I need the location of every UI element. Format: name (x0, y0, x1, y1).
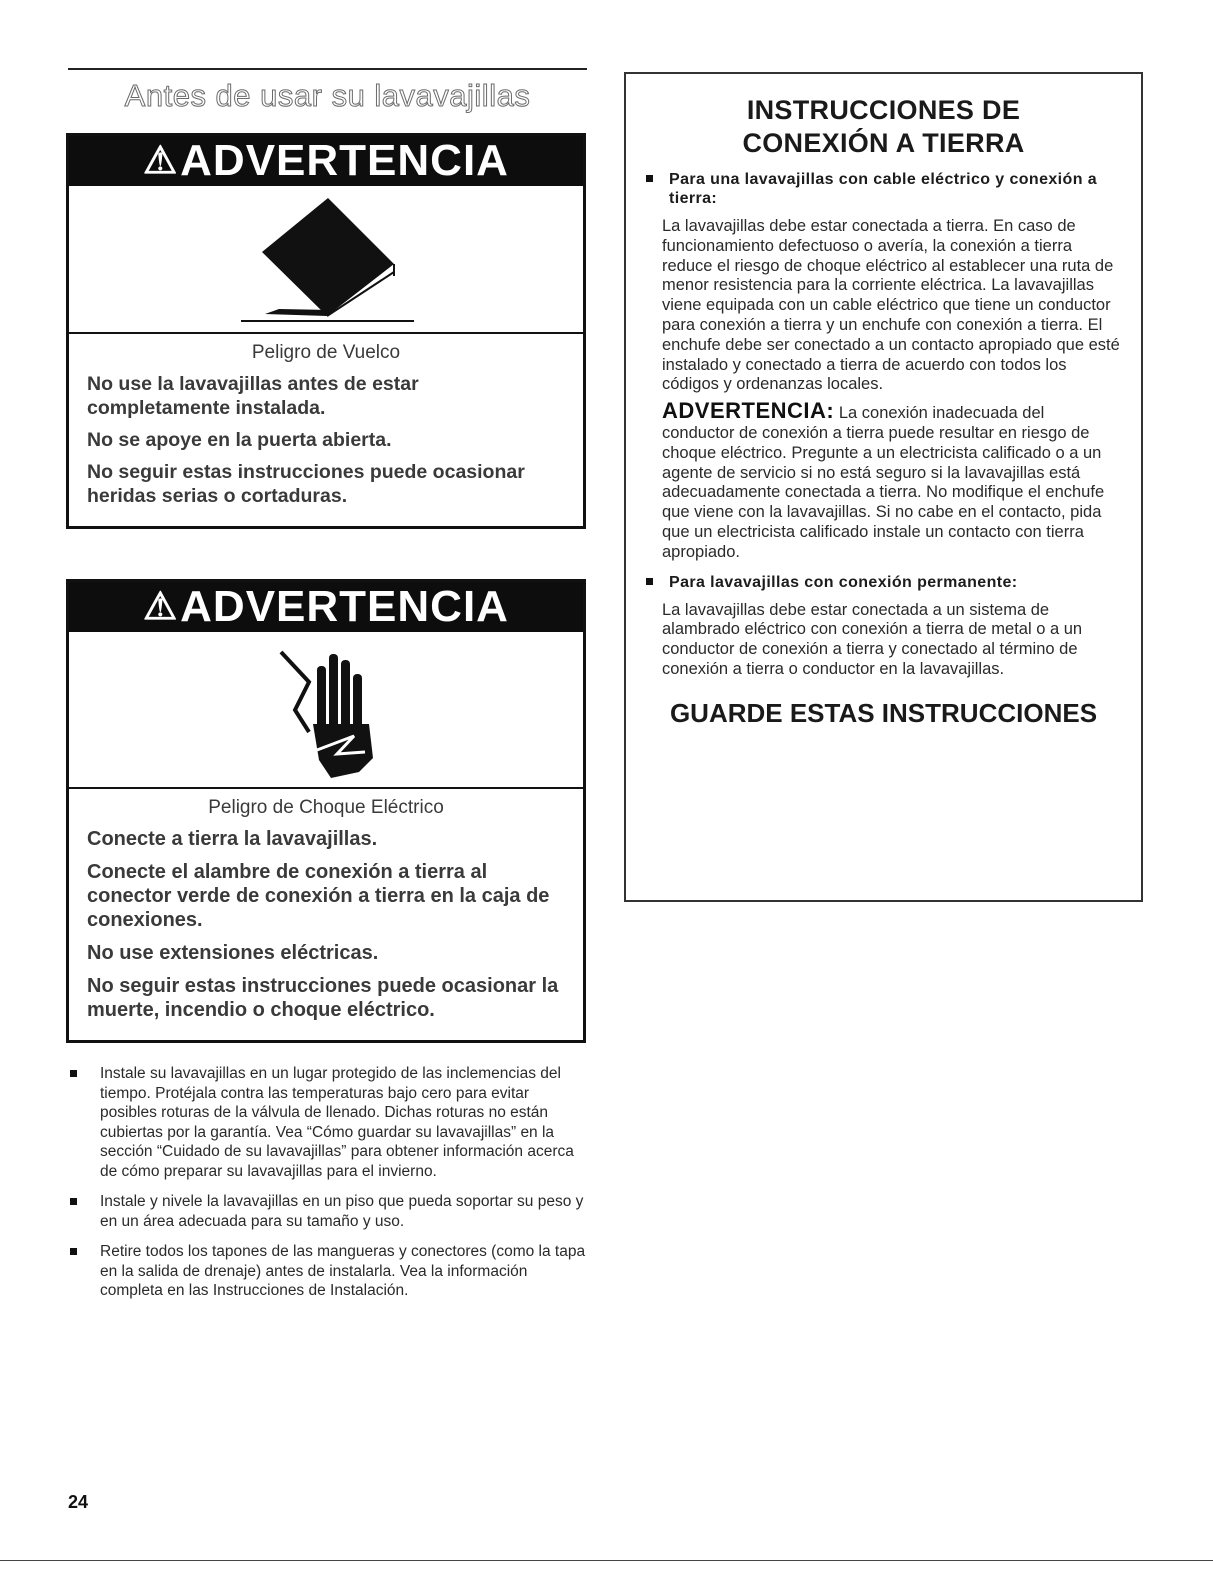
top-rule (68, 68, 587, 70)
permanent-connection-text: La lavavajillas debe estar conectada a un sistema de alambrado eléctrico con conexión a tierra de metal o a un conductor de conexión a tierra y conectado al término de conexión a tierra o conductor en la lavavajillas. (662, 600, 1083, 678)
bullet-square-icon (70, 1070, 77, 1077)
grounding-warning (662, 398, 1121, 562)
list-item (68, 1192, 588, 1231)
warning-triangle-icon: ⚠ (143, 140, 179, 182)
electric-shock-warning-box (66, 579, 586, 1043)
hazard-line: Conecte a tierra la lavavajillas. (87, 828, 378, 850)
grounding-instructions-box (624, 72, 1143, 902)
hazard-line: No se apoye en la puerta abierta. (87, 429, 392, 451)
warning-header-label: ADVERTENCIA (180, 582, 509, 631)
permanent-connection-heading-text: Para lavavajillas con conexión permanente: (669, 573, 1018, 591)
hazard-line: No seguir estas instrucciones puede ocasionar heridas serias o cortaduras. (87, 461, 525, 507)
permanent-connection-heading (638, 573, 1127, 592)
warning-header-label: ADVERTENCIA (180, 136, 509, 185)
list-item (68, 1242, 588, 1301)
cord-connected-heading-text: Para una lavavajillas con cable eléctrico y conexión a tierra: (669, 171, 1098, 207)
warning-triangle-icon: ⚠ (143, 586, 179, 628)
electric-shock-pictogram-area (69, 632, 583, 789)
bullet-square-icon (70, 1198, 77, 1205)
hazard-title: Peligro de Choque Eléctrico (208, 797, 444, 818)
cord-connected-heading (638, 170, 1127, 208)
electric-shock-hazard-icon (69, 632, 583, 787)
list-item (68, 1064, 588, 1181)
section-title: Antes de usar su lavavajillas (124, 78, 531, 113)
tip-over-hazard-icon (69, 186, 583, 332)
list-item-text: Retire todos los tapones de las mangueras y conectores (como la tapa en la salida de drenaje) antes de instalarla. Vea la información completa en las Instrucciones de Instalación. (100, 1243, 586, 1299)
save-instructions-heading: GUARDE ESTAS INSTRUCCIONES (669, 697, 1098, 728)
list-item-text: Instale su lavavajillas en un lugar protegido de las inclemencias del tiempo. Protéjala contra las temperaturas bajo cero para evitar posibles roturas de la válvula de llenado. Dichas roturas no están cubiertas por la garantía. Vea “Cómo guardar su lavavajillas” en la sección “Cuidado de su lavavajillas” para obtener información acerca de cómo preparar su lavavajillas para el invierno. (100, 1065, 574, 1180)
tip-over-pictogram-area (69, 186, 583, 334)
hazard-line: Conecte el alambre de conexión a tierra al conector verde de conexión a tierra en la caja de conexiones. (87, 861, 550, 931)
cord-connected-text: La lavavajillas debe estar conectada a tierra. En caso de funcionamiento defectuoso o avería, la conexión a tierra reduce el riesgo de choque eléctrico al establecer una ruta de menor resistencia para la corriente eléctrica. La lavavajillas viene equipada con un cable eléctrico que tiene un conductor para conexión a tierra y un enchufe con conexión a tierra. El enchufe debe ser conectado a un contacto apropiado que esté instalado y conectado a tierra de acuerdo con todos los códigos y ordenanzas locales. (662, 217, 1120, 394)
hazard-title: Peligro de Vuelco (251, 342, 401, 363)
bullet-square-icon (646, 175, 653, 182)
grounding-title (626, 94, 1141, 160)
grounding-title-line: INSTRUCCIONES DE (746, 95, 1021, 125)
hazard-line: No seguir estas instrucciones puede ocasionar la muerte, incendio o choque eléctrico. (87, 975, 559, 1021)
grounding-warning-text: La conexión inadecuada del conductor de conexión a tierra puede resultar en riesgo de choque eléctrico. Pregunte a un electricista calificado o a un agente de servicio si no está seguro si la lavavajillas está adecuadamente conectada a tierra. No modifique el enchufe que viene con la lavavajillas. Si no cabe en el contacto, pida que un electricista calificado instale un contacto con tierra apropiado. (662, 404, 1105, 561)
list-item-text: Instale y nivele la lavavajillas en un piso que pueda soportar su peso y en un área adecuada para su tamaño y uso. (100, 1193, 584, 1230)
warning-header (69, 582, 583, 632)
grounding-title-line: CONEXIÓN A TIERRA (742, 128, 1025, 158)
grounding-warning-label: ADVERTENCIA: (662, 398, 835, 424)
warning-header (69, 136, 583, 186)
page-number: 24 (68, 1492, 89, 1512)
tip-over-warning-box (66, 133, 586, 529)
bottom-rule (0, 1560, 1213, 1561)
bullet-square-icon (646, 578, 653, 585)
install-notes-list (68, 1064, 588, 1312)
bullet-square-icon (70, 1248, 77, 1255)
hazard-line: No use la lavavajillas antes de estar completamente instalada. (87, 373, 419, 419)
hazard-line: No use extensiones eléctricas. (87, 942, 379, 964)
